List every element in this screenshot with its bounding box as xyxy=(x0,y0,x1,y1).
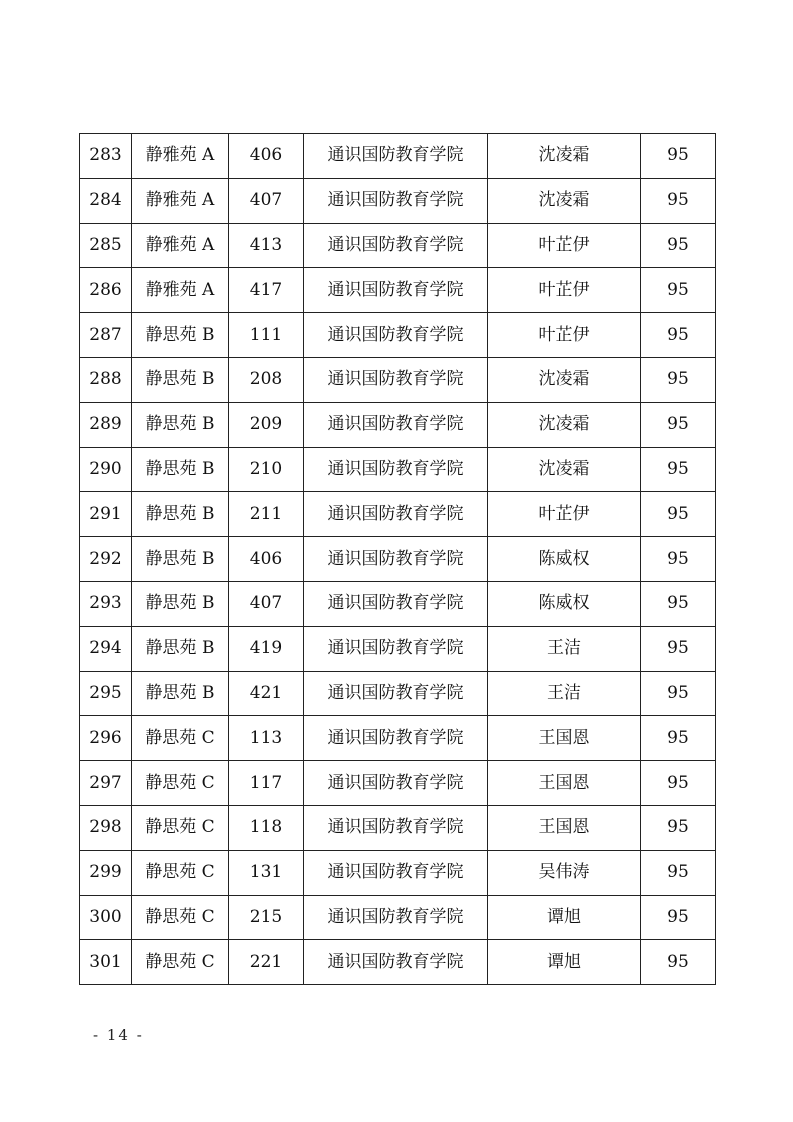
cell-building: 静思苑 B xyxy=(132,313,229,358)
cell-college: 通识国防教育学院 xyxy=(304,761,488,806)
cell-college: 通识国防教育学院 xyxy=(304,805,488,850)
cell-college: 通识国防教育学院 xyxy=(304,492,488,537)
cell-college: 通识国防教育学院 xyxy=(304,223,488,268)
cell-teacher: 陈威权 xyxy=(488,537,641,582)
cell-room: 407 xyxy=(229,178,304,223)
cell-building: 静思苑 B xyxy=(132,492,229,537)
cell-room: 208 xyxy=(229,357,304,402)
cell-number: 294 xyxy=(80,626,132,671)
cell-room: 118 xyxy=(229,805,304,850)
cell-number: 284 xyxy=(80,178,132,223)
cell-number: 292 xyxy=(80,537,132,582)
table-row xyxy=(80,805,716,850)
cell-score: 95 xyxy=(641,313,716,358)
cell-teacher: 沈凌霜 xyxy=(488,178,641,223)
cell-building: 静思苑 B xyxy=(132,626,229,671)
cell-building: 静思苑 B xyxy=(132,357,229,402)
table-row xyxy=(80,268,716,313)
cell-score: 95 xyxy=(641,626,716,671)
cell-score: 95 xyxy=(641,761,716,806)
cell-college: 通识国防教育学院 xyxy=(304,581,488,626)
table-row xyxy=(80,134,716,179)
table-row xyxy=(80,716,716,761)
cell-number: 300 xyxy=(80,895,132,940)
cell-teacher: 叶芷伊 xyxy=(488,223,641,268)
cell-score: 95 xyxy=(641,357,716,402)
cell-room: 406 xyxy=(229,537,304,582)
cell-room: 215 xyxy=(229,895,304,940)
cell-building: 静思苑 C xyxy=(132,716,229,761)
cell-number: 297 xyxy=(80,761,132,806)
page-number: - 14 - xyxy=(93,1026,144,1044)
cell-building: 静思苑 C xyxy=(132,805,229,850)
cell-score: 95 xyxy=(641,268,716,313)
cell-score: 95 xyxy=(641,223,716,268)
cell-number: 295 xyxy=(80,671,132,716)
cell-number: 296 xyxy=(80,716,132,761)
cell-number: 283 xyxy=(80,134,132,179)
cell-score: 95 xyxy=(641,178,716,223)
cell-number: 287 xyxy=(80,313,132,358)
cell-score: 95 xyxy=(641,492,716,537)
cell-score: 95 xyxy=(641,581,716,626)
cell-college: 通识国防教育学院 xyxy=(304,134,488,179)
cell-number: 291 xyxy=(80,492,132,537)
cell-number: 290 xyxy=(80,447,132,492)
cell-college: 通识国防教育学院 xyxy=(304,626,488,671)
cell-teacher: 叶芷伊 xyxy=(488,313,641,358)
cell-building: 静思苑 C xyxy=(132,761,229,806)
cell-college: 通识国防教育学院 xyxy=(304,537,488,582)
cell-room: 421 xyxy=(229,671,304,716)
cell-college: 通识国防教育学院 xyxy=(304,671,488,716)
cell-college: 通识国防教育学院 xyxy=(304,716,488,761)
table-row xyxy=(80,671,716,716)
cell-teacher: 王国恩 xyxy=(488,805,641,850)
dormitory-score-table xyxy=(79,133,716,985)
cell-college: 通识国防教育学院 xyxy=(304,402,488,447)
table-row xyxy=(80,581,716,626)
cell-teacher: 沈凌霜 xyxy=(488,357,641,402)
cell-college: 通识国防教育学院 xyxy=(304,895,488,940)
cell-building: 静思苑 B xyxy=(132,581,229,626)
cell-teacher: 陈威权 xyxy=(488,581,641,626)
cell-room: 419 xyxy=(229,626,304,671)
cell-room: 221 xyxy=(229,940,304,985)
cell-teacher: 吴伟涛 xyxy=(488,850,641,895)
cell-number: 301 xyxy=(80,940,132,985)
cell-building: 静雅苑 A xyxy=(132,134,229,179)
cell-teacher: 谭旭 xyxy=(488,940,641,985)
table-row xyxy=(80,940,716,985)
cell-room: 113 xyxy=(229,716,304,761)
cell-score: 95 xyxy=(641,805,716,850)
cell-building: 静思苑 B xyxy=(132,402,229,447)
cell-score: 95 xyxy=(641,940,716,985)
cell-teacher: 叶芷伊 xyxy=(488,268,641,313)
cell-score: 95 xyxy=(641,134,716,179)
cell-score: 95 xyxy=(641,716,716,761)
cell-building: 静思苑 B xyxy=(132,447,229,492)
cell-score: 95 xyxy=(641,850,716,895)
table-row xyxy=(80,537,716,582)
cell-building: 静雅苑 A xyxy=(132,178,229,223)
cell-college: 通识国防教育学院 xyxy=(304,850,488,895)
table-row xyxy=(80,761,716,806)
table-row xyxy=(80,447,716,492)
cell-room: 211 xyxy=(229,492,304,537)
table-row xyxy=(80,223,716,268)
cell-number: 285 xyxy=(80,223,132,268)
cell-teacher: 王国恩 xyxy=(488,716,641,761)
cell-building: 静思苑 B xyxy=(132,671,229,716)
cell-college: 通识国防教育学院 xyxy=(304,447,488,492)
cell-teacher: 叶芷伊 xyxy=(488,492,641,537)
cell-room: 407 xyxy=(229,581,304,626)
cell-college: 通识国防教育学院 xyxy=(304,313,488,358)
cell-number: 293 xyxy=(80,581,132,626)
cell-teacher: 王国恩 xyxy=(488,761,641,806)
cell-room: 210 xyxy=(229,447,304,492)
cell-score: 95 xyxy=(641,537,716,582)
table-row xyxy=(80,402,716,447)
table-body xyxy=(80,134,716,985)
cell-score: 95 xyxy=(641,895,716,940)
cell-teacher: 沈凌霜 xyxy=(488,134,641,179)
cell-number: 289 xyxy=(80,402,132,447)
table-row xyxy=(80,895,716,940)
cell-score: 95 xyxy=(641,447,716,492)
cell-teacher: 王洁 xyxy=(488,671,641,716)
cell-room: 209 xyxy=(229,402,304,447)
cell-room: 413 xyxy=(229,223,304,268)
cell-teacher: 王洁 xyxy=(488,626,641,671)
cell-room: 131 xyxy=(229,850,304,895)
table-row xyxy=(80,492,716,537)
table-row xyxy=(80,313,716,358)
cell-score: 95 xyxy=(641,671,716,716)
cell-room: 406 xyxy=(229,134,304,179)
cell-teacher: 谭旭 xyxy=(488,895,641,940)
cell-building: 静思苑 C xyxy=(132,940,229,985)
table-row xyxy=(80,626,716,671)
cell-building: 静思苑 B xyxy=(132,537,229,582)
table-row xyxy=(80,178,716,223)
cell-room: 417 xyxy=(229,268,304,313)
cell-college: 通识国防教育学院 xyxy=(304,178,488,223)
cell-teacher: 沈凌霜 xyxy=(488,447,641,492)
cell-number: 299 xyxy=(80,850,132,895)
table-row xyxy=(80,357,716,402)
cell-building: 静雅苑 A xyxy=(132,268,229,313)
cell-room: 111 xyxy=(229,313,304,358)
cell-number: 286 xyxy=(80,268,132,313)
table-row xyxy=(80,850,716,895)
cell-building: 静思苑 C xyxy=(132,850,229,895)
cell-score: 95 xyxy=(641,402,716,447)
cell-college: 通识国防教育学院 xyxy=(304,268,488,313)
cell-building: 静雅苑 A xyxy=(132,223,229,268)
cell-number: 298 xyxy=(80,805,132,850)
cell-college: 通识国防教育学院 xyxy=(304,940,488,985)
cell-number: 288 xyxy=(80,357,132,402)
cell-room: 117 xyxy=(229,761,304,806)
cell-college: 通识国防教育学院 xyxy=(304,357,488,402)
cell-teacher: 沈凌霜 xyxy=(488,402,641,447)
cell-building: 静思苑 C xyxy=(132,895,229,940)
